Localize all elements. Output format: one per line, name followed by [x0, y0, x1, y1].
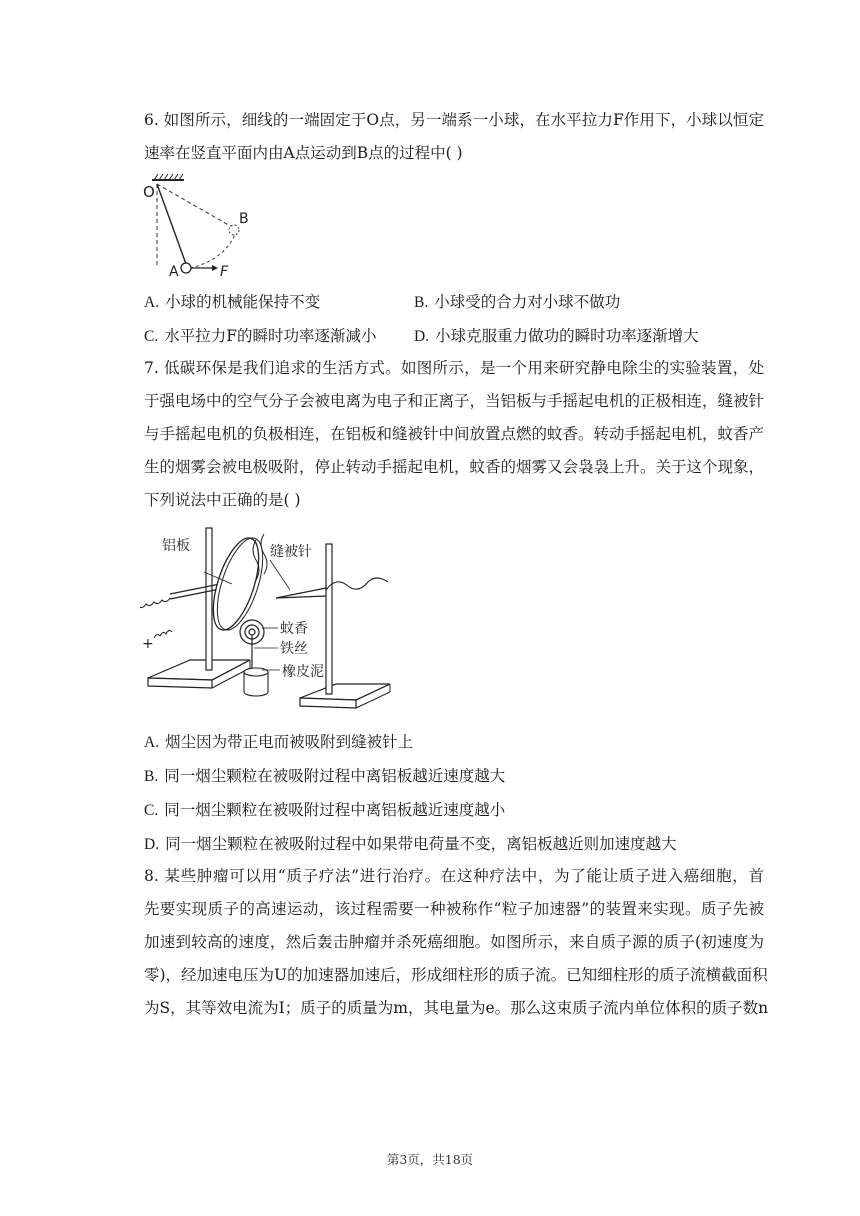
question-7-stem: [144, 352, 764, 517]
q6-option-a[interactable]: [144, 290, 320, 312]
question-7-line-5: 下列说法中正确的是( ): [144, 491, 301, 509]
q7-option-b[interactable]: [144, 764, 505, 786]
q7-option-b-text: 同一烟尘颗粒在被吸附过程中离铝板越近速度越大: [164, 767, 506, 785]
q6-option-c-key: C.: [144, 328, 159, 345]
pendulum-figure: [140, 172, 270, 280]
question-8-line-2: 先要实现质子的高速运动，该过程需要一种被称作“粒子加速器”的装置来实现。质子先被: [144, 900, 764, 918]
page-footer: 第3页，共18页: [386, 1152, 474, 1167]
q6-option-d-text: 小球克服重力做功的瞬时功率逐渐增大: [435, 327, 699, 345]
q7-option-c-key: C.: [144, 802, 159, 819]
q6-option-a-key: A.: [144, 294, 160, 311]
q6-option-d-key: D.: [414, 328, 430, 345]
q6-option-b-text: 小球受的合力对小球不做功: [434, 293, 621, 311]
question-6-stem: [144, 104, 764, 170]
question-6-line-2: 速率在竖直平面内由A点运动到B点的过程中( ): [144, 144, 463, 162]
question-7-line-3: 与手摇起电机的负极相连，在铝板和缝被针中间放置点燃的蚊香。转动手摇起电机，蚊香产: [144, 425, 765, 443]
q6-option-b-key: B.: [414, 294, 429, 311]
label-aluminum-plate: 铝板: [162, 538, 190, 554]
label-mosquito-coil: 蚊香: [280, 621, 308, 637]
q6-option-c-text: 水平拉力F的瞬时功率逐渐减小: [164, 327, 377, 345]
q7-option-d[interactable]: [144, 832, 677, 854]
label-b: B: [239, 211, 249, 227]
question-7-line-2: 于强电场中的空气分子会被电离为电子和正离子，当铝板与手摇起电机的正极相连，缝被针: [144, 392, 765, 410]
q7-option-b-key: B.: [144, 768, 159, 785]
q7-option-c[interactable]: [144, 798, 505, 820]
question-6-line-1: 6. 如图所示，细线的一端固定于O点，另一端系一小球，在水平拉力F作用下，小球以恒定: [144, 111, 764, 129]
label-o: O: [143, 183, 155, 201]
q7-option-a[interactable]: [144, 730, 413, 752]
q7-option-a-key: A.: [144, 734, 160, 751]
electrostatic-dust-figure: [140, 520, 400, 720]
question-8-line-5: 为S，其等效电流为I；质子的质量为m，其电量为e。那么这束质子流内单位体积的质子数n: [144, 999, 769, 1017]
question-7-line-1: 7. 低碳环保是我们追求的生活方式。如图所示，是一个用来研究静电除尘的实验装置，处: [144, 359, 764, 377]
question-8-line-3: 加速到较高的速度，然后轰击肿瘤并杀死癌细胞。如图所示，来自质子源的质子(初速度为: [144, 933, 764, 951]
q7-option-c-text: 同一烟尘颗粒在被吸附过程中离铝板越近速度越小: [164, 801, 506, 819]
question-8-line-1: 8. 某些肿瘤可以用“质子疗法”进行治疗。在这种疗法中，为了能让质子进入癌细胞，首: [144, 867, 764, 885]
label-iron-wire: 铁丝: [280, 641, 308, 657]
label-clay: 橡皮泥: [282, 664, 324, 680]
q6-option-a-text: 小球的机械能保持不变: [165, 293, 321, 311]
label-plus: +: [142, 636, 154, 652]
question-8-stem: [144, 860, 769, 1025]
label-f: F: [220, 264, 229, 280]
question-8-line-4: 零)，经加速电压为U的加速器加速后，形成细柱形的质子流。已知细柱形的质子流横截面积: [144, 966, 768, 984]
q7-option-a-text: 烟尘因为带正电而被吸附到缝被针上: [165, 733, 414, 751]
label-a: A: [169, 264, 179, 280]
q6-option-c[interactable]: [144, 324, 376, 346]
q6-option-b[interactable]: [414, 290, 620, 312]
q7-option-d-key: D.: [144, 836, 160, 853]
q7-option-d-text: 同一烟尘颗粒在被吸附过程中如果带电荷量不变，离铝板越近则加速度越大: [165, 835, 677, 853]
question-7-line-4: 生的烟雾会被电极吸附，停止转动手摇起电机，蚊香的烟雾又会袅袅上升。关于这个现象，: [144, 458, 765, 476]
label-needle: 缝被针: [270, 544, 312, 560]
q6-option-d[interactable]: [414, 324, 699, 346]
